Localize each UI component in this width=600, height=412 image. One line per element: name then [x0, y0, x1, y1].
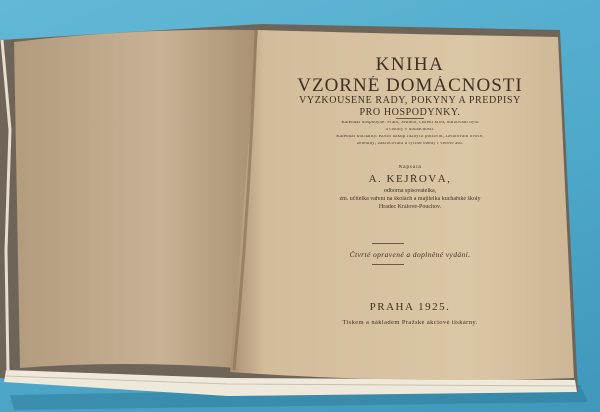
contents-line: a čistoty v domácnosti. [385, 128, 435, 132]
left-page [14, 30, 258, 368]
printer-line: Tiskem a nákladem Pražské akciové tiskárny. [342, 320, 478, 326]
place-and-year: PRAHA 1925. [369, 302, 451, 313]
author-name: A. KEJŘOVÁ, [368, 174, 452, 185]
title-divider [396, 118, 424, 119]
book-title-line-2: VZORNÉ DOMÁCNOSTI [297, 76, 523, 95]
author-description-line: odborná spisovatelka, [383, 188, 437, 194]
edition-rule-bottom [372, 264, 404, 265]
subtitle-line-1: VYZKOUŠENÉ RADY, POKYNY A PŘEDPISY [299, 96, 521, 106]
written-by-label: Napsala [398, 165, 422, 170]
edition-note: Čtvrté opravené a doplněné vydání. [349, 251, 471, 259]
edition-rule-top [372, 243, 404, 244]
contents-line: Kalendář kuchařky. Roční nákup různých potravin, zavařování ovoce, [336, 135, 484, 139]
book-title-line-1: KNIHA [375, 55, 445, 74]
subtitle-line-2: PRO HOSPODYŇKY. [359, 108, 461, 118]
author-description-line: zm. učitelka vaření na školách a majitelka kuchařské školy [339, 196, 481, 202]
contents-line: zeleniny; zakrocování a rychlé obědy i večeře atd. [356, 142, 464, 146]
contents-line: Kalendář hospodyně. Praní, žehlení, čištění krbů, udržování bytu [341, 121, 479, 125]
author-description-line: Hradec Králové-Pouchov. [378, 204, 442, 210]
